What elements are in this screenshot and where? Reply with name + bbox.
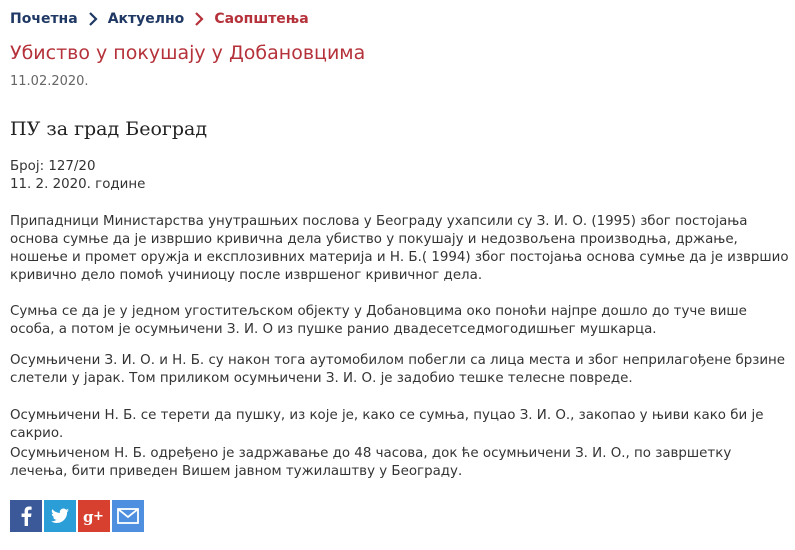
google-plus-icon — [78, 500, 110, 532]
share-twitter-button[interactable] — [44, 500, 76, 532]
twitter-icon — [44, 500, 76, 532]
share-google-plus-button[interactable] — [78, 500, 110, 532]
document-date: 11. 2. 2020. године — [10, 177, 146, 192]
email-icon — [112, 500, 144, 532]
article-paragraph: Осумњичени Н. Б. се терети да пушку, из које је, како се сумња, пуцао З. И. О., закопао у њиви како би је сакрио. — [10, 408, 764, 441]
breadcrumb-current: Саопштења — [214, 11, 309, 27]
share-email-button[interactable] — [112, 500, 144, 532]
share-buttons — [10, 500, 144, 532]
article-paragraph: Осумњиченом Н. Б. одређено је задржавање до 48 часова, док ће осумњичени З. И. О., по завршетку лечења, бити приведен Вишем јавном тужилаштву у Београду. — [10, 446, 732, 479]
svg-text:+: + — [93, 509, 104, 524]
organization-heading: ПУ за град Београд — [10, 118, 208, 140]
document-meta — [10, 158, 145, 194]
svg-text:g: g — [83, 508, 94, 526]
breadcrumb-news-link[interactable]: Актуелно — [107, 11, 185, 27]
publish-date: 11.02.2020. — [10, 74, 89, 89]
facebook-icon — [10, 500, 42, 532]
article-paragraph: Припадници Министарства унутрашњих послова у Београду ухапсили су З. И. О. (1995) због постојања основа сумње да је извршио кривична дела убиство у покушају и недозвољена производња, држање, ношење и промет оружја и експлозивних материја и Н. Б.( 1994) због постојања основа сумње да је извршио кривично дело помоћ учиниоцу после извршеног кривичног дела. — [10, 214, 789, 283]
page-title: Убиство у покушају у Добановцима — [10, 42, 366, 64]
chevron-right-icon — [84, 10, 102, 28]
document-number: Број: 127/20 — [10, 159, 96, 174]
breadcrumb — [10, 10, 309, 28]
breadcrumb-home-link[interactable]: Почетна — [10, 11, 78, 27]
chevron-right-icon — [190, 10, 208, 28]
share-facebook-button[interactable] — [10, 500, 42, 532]
article-paragraph: Осумњичени З. И. О. и Н. Б. су након тога аутомобилом побегли са лица места и због неприлагођене брзине слетели у јарак. Том приликом осумњичени З. И. О. је задобио тешке телесне повреде. — [10, 353, 786, 386]
article-paragraph: Сумња се да је у једном угоститељском објекту у Добановцима око поноћи најпре дошло до туче више особа, а потом је осумњичени З. И. О из пушке ранио двадесетседмогодишњег мушкарца. — [10, 304, 747, 337]
